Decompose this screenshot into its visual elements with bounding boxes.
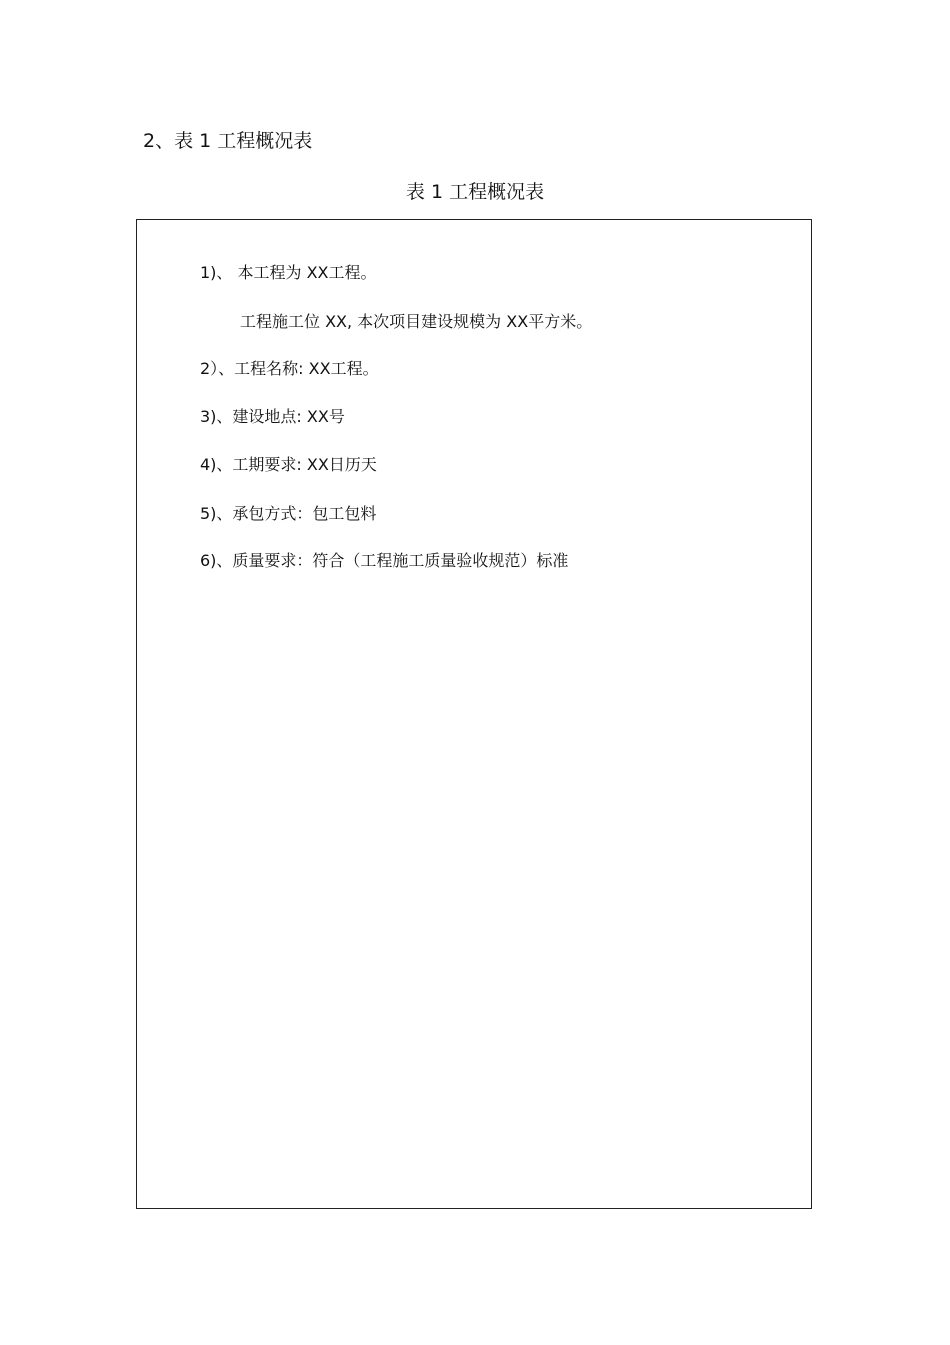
overview-line-contract-type: 5)、承包方式：包工包料 — [200, 504, 377, 523]
overview-line-project-name: 2）、工程名称: XX工程。 — [200, 359, 379, 378]
overview-line-site: 3)、建设地点: XX号 — [200, 407, 345, 426]
overview-line-location-scale: 工程施工位 XX, 本次项目建设规模为 XX平方米。 — [240, 312, 593, 331]
table-caption: 表 1 工程概况表 — [405, 181, 545, 203]
overview-line-quality: 6)、质量要求：符合（工程施工质量验收规范）标准 — [200, 551, 569, 570]
overview-line-project: 1)、 本工程为 XX工程。 — [200, 263, 377, 282]
overview-line-schedule: 4)、工期要求: XX日历天 — [200, 455, 377, 474]
section-heading: 2、表 1 工程概况表 — [143, 130, 313, 152]
project-overview-table — [136, 219, 812, 1209]
